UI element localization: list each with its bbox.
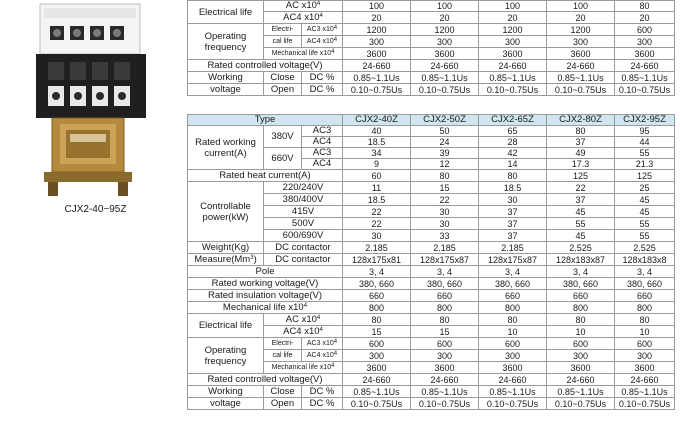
cell: 300 xyxy=(615,350,675,362)
cell: 380, 660 xyxy=(343,278,411,290)
cell: 300 xyxy=(615,36,675,48)
cell: 24-660 xyxy=(547,374,615,386)
cell: 380, 660 xyxy=(547,278,615,290)
cell: 128x183x8 xyxy=(615,254,675,266)
cell: 0.10~0.75Us xyxy=(615,84,675,96)
cell: 128x175x81 xyxy=(343,254,411,266)
cell: 100 xyxy=(343,1,411,12)
cell: 17.3 xyxy=(547,159,615,170)
cell: 60 xyxy=(343,170,411,182)
row-label: 380/400V xyxy=(264,194,343,206)
cell: 600 xyxy=(479,338,547,350)
cell: 18.5 xyxy=(343,137,411,148)
row-label: Electri- xyxy=(264,338,302,350)
cell: 600 xyxy=(615,338,675,350)
row-label: AC3 xyxy=(302,126,343,137)
cell: 50 xyxy=(411,126,479,137)
row-label: 220/240V xyxy=(264,182,343,194)
table-row xyxy=(188,338,675,350)
cell: 2.525 xyxy=(547,242,615,254)
cell: 55 xyxy=(615,148,675,159)
cell: 28 xyxy=(479,137,547,148)
cell: 30 xyxy=(479,194,547,206)
cell: 44 xyxy=(615,137,675,148)
contactor-image xyxy=(8,0,176,200)
cell: 37 xyxy=(479,218,547,230)
table-row xyxy=(188,314,675,326)
cell: 15 xyxy=(411,182,479,194)
cell: 21.3 xyxy=(615,159,675,170)
cell: 20 xyxy=(411,12,479,24)
cell: 3600 xyxy=(615,48,675,60)
table-row xyxy=(188,374,675,386)
cell: 800 xyxy=(411,302,479,314)
cell: 800 xyxy=(343,302,411,314)
cell: 3, 4 xyxy=(411,266,479,278)
row-label: Rated controlled voltage(V) xyxy=(188,374,343,386)
row-label: Rated insulation voltage(V) xyxy=(188,290,343,302)
cell: 0.85~1.1Us xyxy=(479,72,547,84)
table-row xyxy=(188,126,675,137)
cell: 24-660 xyxy=(479,60,547,72)
cell: 20 xyxy=(479,12,547,24)
row-label: Operating frequency xyxy=(188,338,264,374)
cell: 0.85~1.1Us xyxy=(343,72,411,84)
cell: 45 xyxy=(615,206,675,218)
cell: 37 xyxy=(479,230,547,242)
cell: 40 xyxy=(343,126,411,137)
cell: 2.185 xyxy=(479,242,547,254)
cell: 3600 xyxy=(411,48,479,60)
table-row xyxy=(188,170,675,182)
cell: 0.10~0.75Us xyxy=(343,398,411,410)
cell: 95 xyxy=(615,126,675,137)
cell: 0.85~1.1Us xyxy=(479,386,547,398)
row-label: Electrical life xyxy=(188,314,264,338)
cell: 0.10~0.75Us xyxy=(615,398,675,410)
cell: 3600 xyxy=(411,362,479,374)
row-label: Rated controlled voltage(V) xyxy=(188,60,343,72)
cell: 45 xyxy=(547,230,615,242)
row-label: Operating frequency xyxy=(188,24,264,60)
cell: 9 xyxy=(343,159,411,170)
row-label: AC3 $x10^4$ xyxy=(302,338,343,350)
row-label: 600/690V xyxy=(264,230,343,242)
cell: 20 xyxy=(615,12,675,24)
cell: 0.85~1.1Us xyxy=(343,386,411,398)
row-label: Mechanical life $x10^4$ xyxy=(264,48,343,60)
model-header: CJX2-80Z xyxy=(547,115,615,126)
cell: 55 xyxy=(615,230,675,242)
cell: 25 xyxy=(615,182,675,194)
cell: 3, 4 xyxy=(343,266,411,278)
cell: 128x183x87 xyxy=(547,254,615,266)
cell: 0.85~1.1Us xyxy=(615,386,675,398)
cell: 3600 xyxy=(479,362,547,374)
cell: 2.185 xyxy=(411,242,479,254)
row-label: Open xyxy=(264,84,302,96)
cell: 65 xyxy=(479,126,547,137)
model-header: CJX2-50Z xyxy=(411,115,479,126)
row-label: DC contactor xyxy=(264,242,343,254)
row-label: AC $x10^4$ xyxy=(264,1,343,12)
row-label: Close xyxy=(264,72,302,84)
cell: 22 xyxy=(343,218,411,230)
cell: 300 xyxy=(547,350,615,362)
row-label: Electri- xyxy=(264,24,302,36)
row-label: DC % xyxy=(302,398,343,410)
table-row xyxy=(188,242,675,254)
row-label: AC4 $x10^4$ xyxy=(264,12,343,24)
cell: 3, 4 xyxy=(615,266,675,278)
cell: 12 xyxy=(411,159,479,170)
cell: 24-660 xyxy=(411,374,479,386)
cell: 80 xyxy=(343,314,411,326)
cell: 39 xyxy=(411,148,479,159)
cell: 22 xyxy=(343,206,411,218)
cell: 15 xyxy=(411,326,479,338)
row-label: DC contactor xyxy=(264,254,343,266)
cell: 600 xyxy=(547,338,615,350)
cell: 3600 xyxy=(343,362,411,374)
cell: 55 xyxy=(615,218,675,230)
cell: 10 xyxy=(479,326,547,338)
cell: 300 xyxy=(547,36,615,48)
cell: 37 xyxy=(479,206,547,218)
cell: 380, 660 xyxy=(479,278,547,290)
table-row xyxy=(188,1,675,12)
cell: 3600 xyxy=(479,48,547,60)
cell: 1200 xyxy=(411,24,479,36)
cell: 380, 660 xyxy=(615,278,675,290)
row-label: DC % xyxy=(302,386,343,398)
cell: 30 xyxy=(411,218,479,230)
cell: 10 xyxy=(547,326,615,338)
row-label: AC3 $x10^4$ xyxy=(302,24,343,36)
table-row xyxy=(188,278,675,290)
cell: 49 xyxy=(547,148,615,159)
cell: 18.5 xyxy=(343,194,411,206)
row-label: Open xyxy=(264,398,302,410)
row-label: cal life xyxy=(264,36,302,48)
table-row xyxy=(188,254,675,266)
cell: 24-660 xyxy=(615,374,675,386)
cell: 80 xyxy=(547,126,615,137)
row-label: AC4 $x10^4$ xyxy=(264,326,343,338)
row-label: Rated heat current(A) xyxy=(188,170,343,182)
cell: 10 xyxy=(615,326,675,338)
row-label: Mechanical life $x10^4$ xyxy=(264,362,343,374)
cell: 800 xyxy=(615,302,675,314)
cell: 3600 xyxy=(547,362,615,374)
row-label: AC4 xyxy=(302,137,343,148)
row-label: DC % xyxy=(302,72,343,84)
cell: 80 xyxy=(615,1,675,12)
cell: 14 xyxy=(479,159,547,170)
row-label: 415V xyxy=(264,206,343,218)
row-label: Weight(Kg) xyxy=(188,242,264,254)
cell: 30 xyxy=(411,206,479,218)
cell: 30 xyxy=(343,230,411,242)
cell: 0.85~1.1Us xyxy=(411,72,479,84)
cell: 1200 xyxy=(547,24,615,36)
table-header-row xyxy=(188,115,675,126)
cell: 100 xyxy=(411,1,479,12)
cell: 0.10~0.75Us xyxy=(411,84,479,96)
model-header: CJX2-40Z xyxy=(343,115,411,126)
row-label: Rated working voltage(V) xyxy=(188,278,343,290)
spec-table-top xyxy=(187,0,675,96)
model-header: CJX2-95Z xyxy=(615,115,675,126)
cell: 24-660 xyxy=(547,60,615,72)
cell: 22 xyxy=(547,182,615,194)
cell: 24-660 xyxy=(479,374,547,386)
cell: 3600 xyxy=(615,362,675,374)
row-label: AC4 $x10^4$ xyxy=(302,350,343,362)
cell: 22 xyxy=(411,194,479,206)
cell: 800 xyxy=(479,302,547,314)
cell: 0.10~0.75Us xyxy=(411,398,479,410)
cell: 300 xyxy=(479,36,547,48)
cell: 0.85~1.1Us xyxy=(615,72,675,84)
cell: 300 xyxy=(479,350,547,362)
cell: 80 xyxy=(411,314,479,326)
table-row xyxy=(188,290,675,302)
cell: 55 xyxy=(547,218,615,230)
cell: 3, 4 xyxy=(547,266,615,278)
table-row xyxy=(188,84,675,96)
cell: 0.10~0.75Us xyxy=(479,398,547,410)
row-label: Rated working current(A) xyxy=(188,126,264,170)
cell: 300 xyxy=(343,36,411,48)
cell: 18.5 xyxy=(479,182,547,194)
row-label: Measure(Mm$^3$) xyxy=(188,254,264,266)
row-label: voltage xyxy=(188,398,264,410)
cell: 0.10~0.75Us xyxy=(479,84,547,96)
cell: 380, 660 xyxy=(411,278,479,290)
cell: 0.85~1.1Us xyxy=(411,386,479,398)
cell: 300 xyxy=(411,350,479,362)
cell: 11 xyxy=(343,182,411,194)
table-row xyxy=(188,72,675,84)
cell: 600 xyxy=(343,338,411,350)
type-header: Type xyxy=(188,115,343,126)
cell: 80 xyxy=(615,314,675,326)
cell: 0.10~0.75Us xyxy=(343,84,411,96)
row-label: voltage xyxy=(188,84,264,96)
row-label: 660V xyxy=(264,148,302,170)
cell: 37 xyxy=(547,194,615,206)
cell: 20 xyxy=(547,12,615,24)
model-header: CJX2-65Z xyxy=(479,115,547,126)
cell: 80 xyxy=(479,314,547,326)
cell: 660 xyxy=(411,290,479,302)
table-row xyxy=(188,182,675,194)
cell: 1200 xyxy=(343,24,411,36)
table-row xyxy=(188,386,675,398)
cell: 128x175x87 xyxy=(479,254,547,266)
cell: 3600 xyxy=(547,48,615,60)
cell: 33 xyxy=(411,230,479,242)
cell: 2.185 xyxy=(343,242,411,254)
cell: 20 xyxy=(343,12,411,24)
cell: 80 xyxy=(479,170,547,182)
cell: 660 xyxy=(479,290,547,302)
cell: 80 xyxy=(547,314,615,326)
cell: 660 xyxy=(343,290,411,302)
row-label: Mechanical life $x10^4$ xyxy=(188,302,343,314)
row-label: Working xyxy=(188,72,264,84)
cell: 80 xyxy=(411,170,479,182)
cell: 2.525 xyxy=(615,242,675,254)
row-label: Electrical life xyxy=(188,1,264,24)
cell: 128x175x87 xyxy=(411,254,479,266)
cell: 24-660 xyxy=(343,374,411,386)
cell: 660 xyxy=(615,290,675,302)
cell: 0.85~1.1Us xyxy=(547,72,615,84)
cell: 15 xyxy=(343,326,411,338)
cell: 42 xyxy=(479,148,547,159)
table-row xyxy=(188,302,675,314)
row-label: Pole xyxy=(188,266,343,278)
cell: 34 xyxy=(343,148,411,159)
cell: 1200 xyxy=(479,24,547,36)
cell: 3600 xyxy=(343,48,411,60)
product-photo xyxy=(8,0,176,230)
cell: 0.10~0.75Us xyxy=(547,398,615,410)
cell: 100 xyxy=(547,1,615,12)
cell: 100 xyxy=(479,1,547,12)
cell: 24-660 xyxy=(615,60,675,72)
cell: 0.10~0.75Us xyxy=(547,84,615,96)
product-caption: CJX2-40~95Z xyxy=(64,204,127,215)
cell: 300 xyxy=(343,350,411,362)
cell: 45 xyxy=(547,206,615,218)
cell: 125 xyxy=(547,170,615,182)
table-row xyxy=(188,398,675,410)
cell: 800 xyxy=(547,302,615,314)
row-label: DC % xyxy=(302,84,343,96)
cell: 37 xyxy=(547,137,615,148)
row-label: AC4 xyxy=(302,159,343,170)
cell: 600 xyxy=(411,338,479,350)
table-row xyxy=(188,60,675,72)
cell: 660 xyxy=(547,290,615,302)
table-row xyxy=(188,266,675,278)
cell: 24 xyxy=(411,137,479,148)
row-label: 500V xyxy=(264,218,343,230)
cell: 3, 4 xyxy=(479,266,547,278)
cell: 45 xyxy=(615,194,675,206)
row-label: AC $x10^4$ xyxy=(264,314,343,326)
cell: 24-660 xyxy=(343,60,411,72)
row-label: AC3 xyxy=(302,148,343,159)
cell: 300 xyxy=(411,36,479,48)
cell: 600 xyxy=(615,24,675,36)
row-label: cal life xyxy=(264,350,302,362)
row-label: 380V xyxy=(264,126,302,148)
row-label: AC4 $x10^4$ xyxy=(302,36,343,48)
row-label: Controllable power(kW) xyxy=(188,182,264,242)
spec-table-main xyxy=(187,114,675,410)
cell: 0.85~1.1Us xyxy=(547,386,615,398)
row-label: Close xyxy=(264,386,302,398)
table-row xyxy=(188,24,675,36)
row-label: Working xyxy=(188,386,264,398)
cell: 24-660 xyxy=(411,60,479,72)
cell: 125 xyxy=(615,170,675,182)
